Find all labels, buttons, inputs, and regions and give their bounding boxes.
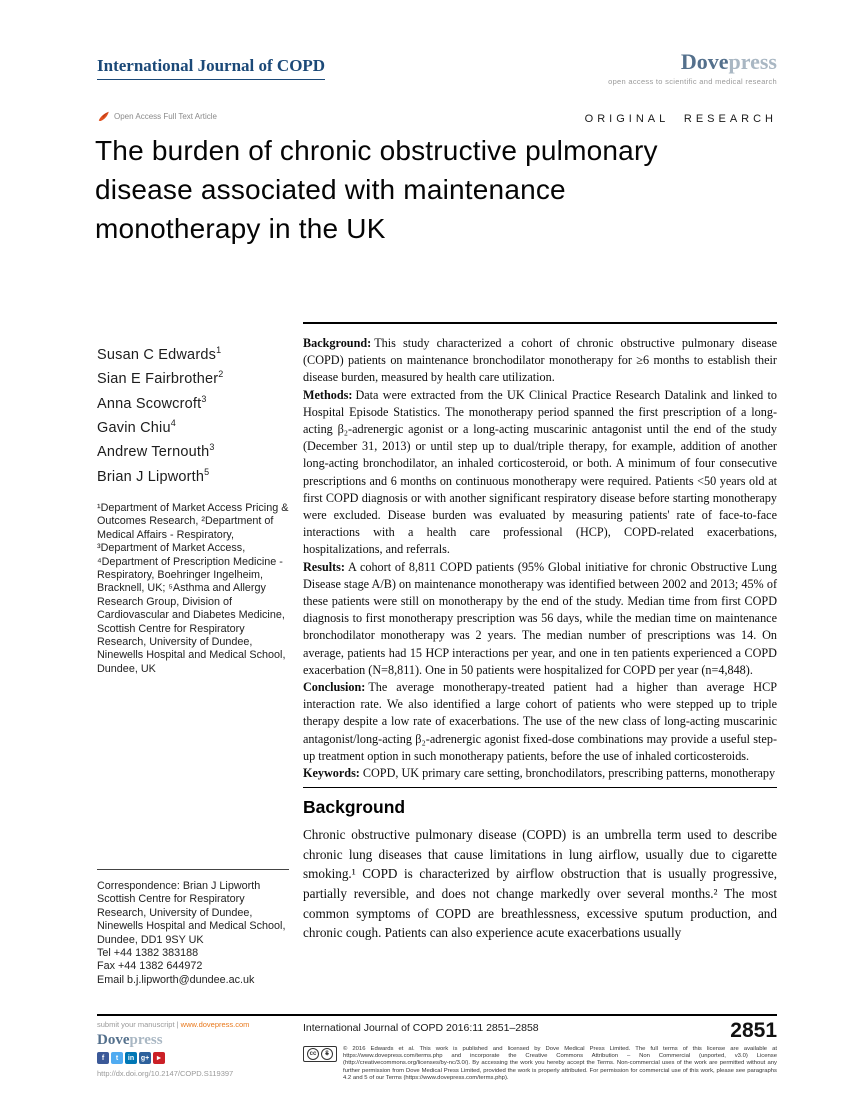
author-name xyxy=(97,341,289,365)
license-row xyxy=(303,1046,777,1082)
correspondence-address: Scottish Centre for Respiratory Research, University of Dundee, Ninewells Hospital and Medical School, Dundee, DD1 9SY UK xyxy=(97,893,286,946)
author-name-text: Sian E Fairbrother xyxy=(97,371,219,388)
affiliation-superscript: 1 xyxy=(216,345,222,355)
article-type-label: ORIGINAL RESEARCH xyxy=(584,113,777,125)
doi-link[interactable]: http://dx.doi.org/10.2147/COPD.S119397 xyxy=(97,1069,234,1078)
abstract-top-rule xyxy=(303,322,777,324)
abstract-label: Keywords: xyxy=(303,766,360,781)
abstract-label: Conclusion: xyxy=(303,680,366,695)
correspondence-email-link[interactable]: Email b.j.lipworth@dundee.ac.uk xyxy=(97,973,255,986)
submit-manuscript-label: submit your manuscript xyxy=(97,1020,175,1029)
author-name-text: Andrew Ternouth xyxy=(97,444,210,461)
author-name xyxy=(97,390,289,414)
copyright-text: © 2016 Edwards et al. This work is published and licensed by Dove Medical Press Limited. The full terms of this license are available at https://www.dovepress.com/terms.php and incorporate the Creative Commons Attribution – Non Commercial (unported, v3.0) License (http://creativecommons.org/licenses/by-nc/3.0/). By accessing the work you hereby accept the Terms. Non-commercial uses of the work are permitted without any further permission from Dove Medical Press Limited, provided the work is properly attributed. For permission for commercial use of this work, please see paragraphs 4.2 and 5 of our Terms (https://www.dovepress.com/terms.php). xyxy=(343,1046,777,1081)
dovepress-wordmark xyxy=(608,50,777,74)
correspondence-name: Correspondence: Brian J Lipworth xyxy=(97,880,261,892)
abstract-label: Background: xyxy=(303,336,372,350)
journal-citation: International Journal of COPD 2016:11 2851–2858 xyxy=(303,1022,539,1034)
nc-icon: $ xyxy=(321,1048,333,1060)
author-name-text: Gavin Chiu xyxy=(97,419,171,436)
section-heading-background: Background xyxy=(303,797,406,818)
article-title: The burden of chronic obstructive pulmonary disease associated with maintenance monotherapy in the UK xyxy=(95,135,658,244)
affiliation-superscript: 4 xyxy=(170,417,176,428)
youtube-icon[interactable]: ► xyxy=(153,1052,165,1064)
footer-rule xyxy=(97,1014,777,1016)
footer-right xyxy=(303,1019,777,1082)
correspondence-fax: Fax +44 1382 644972 xyxy=(97,960,203,973)
footer-left xyxy=(97,1020,297,1078)
separator: | xyxy=(174,1020,181,1029)
abstract-background xyxy=(303,335,777,387)
dovepress-url-link[interactable]: www.dovepress.com xyxy=(180,1020,250,1029)
open-access-label: Open Access Full Text Article xyxy=(114,112,218,121)
cc-license-icon xyxy=(303,1046,337,1062)
author-name xyxy=(97,414,289,438)
linkedin-icon[interactable]: in xyxy=(125,1052,137,1064)
facebook-icon[interactable]: f xyxy=(97,1052,109,1064)
abstract-results xyxy=(303,559,777,679)
abstract-text: The average monotherapy-treated patient had a higher than average HCP interaction rate. We also identified a large cohort of patients who were stepped up to triple therapy despite a low rate of exacerbations. The use of the new class of long-acting muscarinic antagonist/long-acting β₂-adrenergic agonist fixed-dose combinations may provide a useful step-up treatment option in such monotherapy patients, before the use of inhaled corticosteroids. xyxy=(303,680,777,763)
correspondence-block xyxy=(97,869,289,987)
author-name xyxy=(97,438,289,462)
abstract xyxy=(303,335,777,782)
footer-logo-press: press xyxy=(129,1032,163,1048)
social-icons-row xyxy=(97,1052,297,1064)
publisher-logo[interactable] xyxy=(608,50,777,86)
googleplus-icon[interactable]: g+ xyxy=(139,1052,151,1064)
dovepress-footer-logo[interactable] xyxy=(97,1032,297,1048)
citation-row xyxy=(303,1019,777,1043)
page-number: 2851 xyxy=(730,1019,777,1042)
left-column xyxy=(97,341,289,676)
affiliation-superscript: 2 xyxy=(218,369,224,380)
affiliation-superscript: 3 xyxy=(201,393,207,404)
abstract-keywords xyxy=(303,765,777,782)
abstract-label: Results: xyxy=(303,559,345,574)
author-name xyxy=(97,463,289,487)
abstract-bottom-rule xyxy=(303,787,777,788)
submit-manuscript-line xyxy=(97,1020,297,1029)
open-access-row xyxy=(97,110,217,123)
footer-logo-dove: Dove xyxy=(97,1032,130,1048)
author-name-text: Susan C Edwards xyxy=(97,346,217,363)
author-list xyxy=(97,341,289,487)
abstract-text: A cohort of 8,811 COPD patients (95% Global initiative for chronic Obstructive Lung Disease stage A/B) on maintenance monotherapy was identified between 2002 and 2013; 45% of these patients were still on monotherapy by the end of the study. Median time from first COPD diagnosis to first monotherapy prescription was 56 days, while the median time on maintenance bronchodilator monotherapy was 2 years. The median number of prescriptions was 14. On average, patients had 15 HCP interactions per year, and one in ten patients experienced a COPD exacerbation (N=8,811). One in 50 patients were hospitalized for COPD per year (n=4,848). xyxy=(303,559,777,677)
author-name-text: Brian J Lipworth xyxy=(97,468,205,485)
affiliation-superscript: 5 xyxy=(204,466,210,477)
author-name xyxy=(97,365,289,389)
twitter-icon[interactable]: t xyxy=(111,1052,123,1064)
abstract-label: Methods: xyxy=(303,387,353,402)
cc-icon: cc xyxy=(307,1048,319,1060)
author-name-text: Anna Scowcroft xyxy=(97,395,202,412)
affiliations-text: ¹Department of Market Access Pricing & Outcomes Research, ²Department of Medical Affairs - Respiratory, ³Department of Market Access, ⁴Department of Prescription Medicine - Respiratory, Boehringer Ingelheim, Bracknell, UK; ⁵Asthma and Allergy Research Group, Division of Cardiovascular and Diabetes Medicine, Scottish Centre for Respiratory Research, University of Dundee, Ninewells Hospital and Medical School, Dundee, UK xyxy=(97,501,289,675)
journal-name-link[interactable]: International Journal of COPD xyxy=(97,56,325,80)
abstract-text: COPD, UK primary care setting, bronchodilators, prescribing patterns, monotherapy xyxy=(362,766,776,781)
abstract-conclusion xyxy=(303,679,777,765)
correspondence-tel: Tel +44 1382 383188 xyxy=(97,947,199,960)
abstract-text: Data were extracted from the UK Clinical Practice Research Datalink and linked to Hospital Episode Statistics. The monotherapy period spanned the first prescription of a long-acting β₂-adrenergic agonist or a long-acting muscarinic antagonist until the end of the study (December 31, 2013) or until step up to dual/triple therapy, for example, addition of another long-acting bronchodilator, an inhaled corticosteroid, or both. A minimum of four consecutive prescriptions and 6 months on continuous monotherapy were required. Patients <50 years old at first COPD diagnosis or with another significant respiratory disease before starting monotherapy were excluded. Disease burden was evaluated by measuring patients' rate of face-to-face interactions with a health care professional (HCP), COPD-related exacerbations, hospitalizations, and referrals. xyxy=(303,387,777,557)
publisher-tagline: open access to scientific and medical research xyxy=(608,77,777,86)
dovepress-wordmark-dove: Dove xyxy=(680,49,729,74)
abstract-methods xyxy=(303,387,777,559)
abstract-text: This study characterized a cohort of chronic obstructive pulmonary disease (COPD) patients on maintenance bronchodilator monotherapy for ≥6 months to establish their disease burden, measured by health care utilization. xyxy=(303,336,777,385)
dovepress-wordmark-press: press xyxy=(728,49,777,74)
dove-icon xyxy=(97,110,110,123)
right-column xyxy=(303,322,777,943)
body-paragraph: Chronic obstructive pulmonary disease (COPD) is an umbrella term used to describe chronic lung diseases that cause limitations in lung airflow, usually due to cigarette smoking.¹ COPD is characterized by airflow obstruction that is usually progressive, partially reversible, and does not change markedly over several months.² The most common symptoms of COPD are breathlessness, excessive sputum production, and chronic cough. Patients can also experience acute exacerbations usually xyxy=(303,827,777,941)
affiliation-superscript: 3 xyxy=(209,442,215,453)
